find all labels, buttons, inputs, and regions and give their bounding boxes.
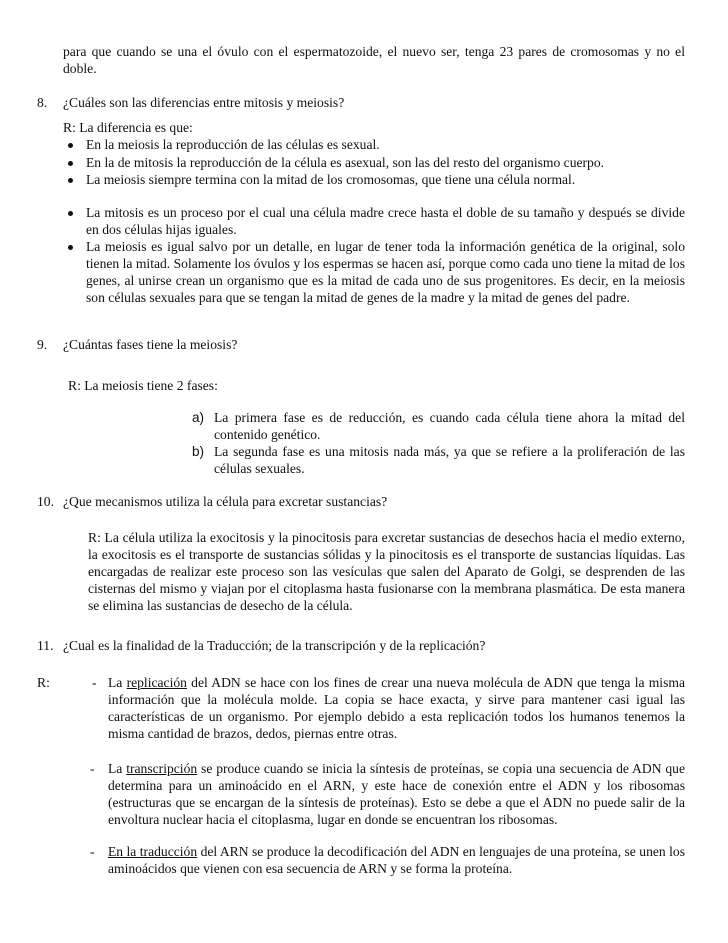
- bullet-icon: [68, 143, 73, 148]
- question-11-answer-label: R:: [37, 675, 50, 690]
- intro-text: para que cuando se una el óvulo con el espermatozoide, el nuevo ser, tenga 23 pares de cromosomas y no el doble.: [63, 44, 685, 76]
- q11-item-1: [108, 674, 685, 742]
- intro-paragraph: [63, 43, 685, 77]
- q8-bullet-1: En la meiosis la reproducción de las células es sexual.: [86, 137, 380, 152]
- question-10-text: ¿Que mecanismos utiliza la célula para excretar sustancias?: [63, 494, 388, 509]
- q9-item-a-text: La primera fase es de reducción, es cuando cada célula tiene ahora la mitad del contenido genético.: [214, 410, 685, 442]
- q11-item-2-pre: La: [108, 761, 127, 776]
- q9-item-a-marker: a): [192, 410, 205, 425]
- q11-item-3-term: En la traducción: [108, 844, 198, 859]
- question-9-answer-intro: R: La meiosis tiene 2 fases:: [68, 378, 218, 393]
- question-11-text: ¿Cual es la finalidad de la Traducción; de la transcripción y de la replicación?: [63, 638, 486, 653]
- question-8-number: 8.: [37, 95, 48, 110]
- q11-item-2-term: transcripción: [126, 761, 198, 776]
- q11-item-1-dash: -: [92, 675, 97, 690]
- question-8-answer-intro: R: La diferencia es que:: [63, 120, 193, 135]
- bullet-icon: [68, 161, 73, 166]
- q11-item-3-dash: -: [90, 844, 95, 859]
- q8-bullet-3: La meiosis siempre termina con la mitad de los cromosomas, que tiene una célula normal.: [86, 172, 576, 187]
- q8-bullet-4: La mitosis es un proceso por el cual una célula madre crece hasta el doble de su tamaño y después se divide en dos células hijas iguales.: [86, 205, 685, 237]
- q11-item-2-post: se produce cuando se inicia la síntesis de proteínas, se copia una secuencia de ADN que determina para un aminoácido en el ARN, y este hace de conexión entre el ADN y los ribosomas (estructuras que se encargan de la síntesis de proteínas). Esto se debe a que el ADN no puede salir de la envoltura nuclear hacia el citoplasma, lugar en donde se encuentran los ribosomas.: [108, 761, 685, 827]
- bullet-icon: [68, 245, 73, 250]
- q11-item-2: [108, 760, 685, 828]
- question-10-number: 10.: [37, 494, 54, 509]
- q8-bullet-5: La meiosis es igual salvo por un detalle, en lugar de tener toda la información genética de la original, solo tienen la mitad. Solamente los óvulos y los espermas se hacen así, porque como cada uno tiene la mitad de los genes, al unirse crean un organismo que es la mitad de cada uno de sus progenitores. Es decir, en la meiosis son células sexuales para que se tengan la mitad de genes de la madre y la mitad de genes del padre.: [86, 239, 685, 305]
- q11-item-1-term: replicación: [126, 675, 187, 690]
- q11-item-2-dash: -: [90, 761, 95, 776]
- q11-item-1-post: del ADN se hace con los fines de crear una nueva molécula de ADN que tenga la misma información que la molécula molde. La copia se hace exacta, y sirve para mantener casi igual las características de un organismo. Por ejemplo debido a esta replicación todos los humanos tenemos la misma cantidad de brazos, dedos, piernas entre otras.: [108, 675, 685, 741]
- q11-item-3-post: del ARN se produce la decodificación del ADN en lenguajes de una proteína, se unen los aminoácidos que vienen con esa secuencia de ARN y se forma la proteína.: [108, 844, 685, 876]
- q9-item-b-marker: b): [192, 444, 205, 459]
- question-10-answer: R: La célula utiliza la exocitosis y la pinocitosis para excretar sustancias de desechos hacia el medio externo, la exocitosis es el transporte de sustancias sólidas y la pinocitosis es el transporte de sustancias líquidas. Las encargadas de realizar este proceso son las vesículas que salen del Aparato de Golgi, se desprenden de las cisternas del mismo y viajan por el citoplasma hasta fusionarse con la membrana plasmática. De esta manera se elimina las sustancias de desecho de la célula.: [88, 530, 685, 613]
- q9-item-b-text: La segunda fase es una mitosis nada más, ya que se refiere a la proliferación de las células sexuales.: [214, 444, 685, 476]
- question-9-number: 9.: [37, 337, 48, 352]
- question-9-text: ¿Cuántas fases tiene la meiosis?: [63, 337, 238, 352]
- bullet-icon: [68, 178, 73, 183]
- bullet-icon: [68, 211, 73, 216]
- question-8-text: ¿Cuáles son las diferencias entre mitosis y meiosis?: [63, 95, 345, 110]
- q11-item-1-pre: La: [108, 675, 127, 690]
- q8-bullet-2: En la de mitosis la reproducción de la célula es asexual, son las del resto del organismo cuerpo.: [86, 155, 605, 170]
- q11-item-3: [108, 843, 685, 877]
- question-11-number: 11.: [37, 638, 54, 653]
